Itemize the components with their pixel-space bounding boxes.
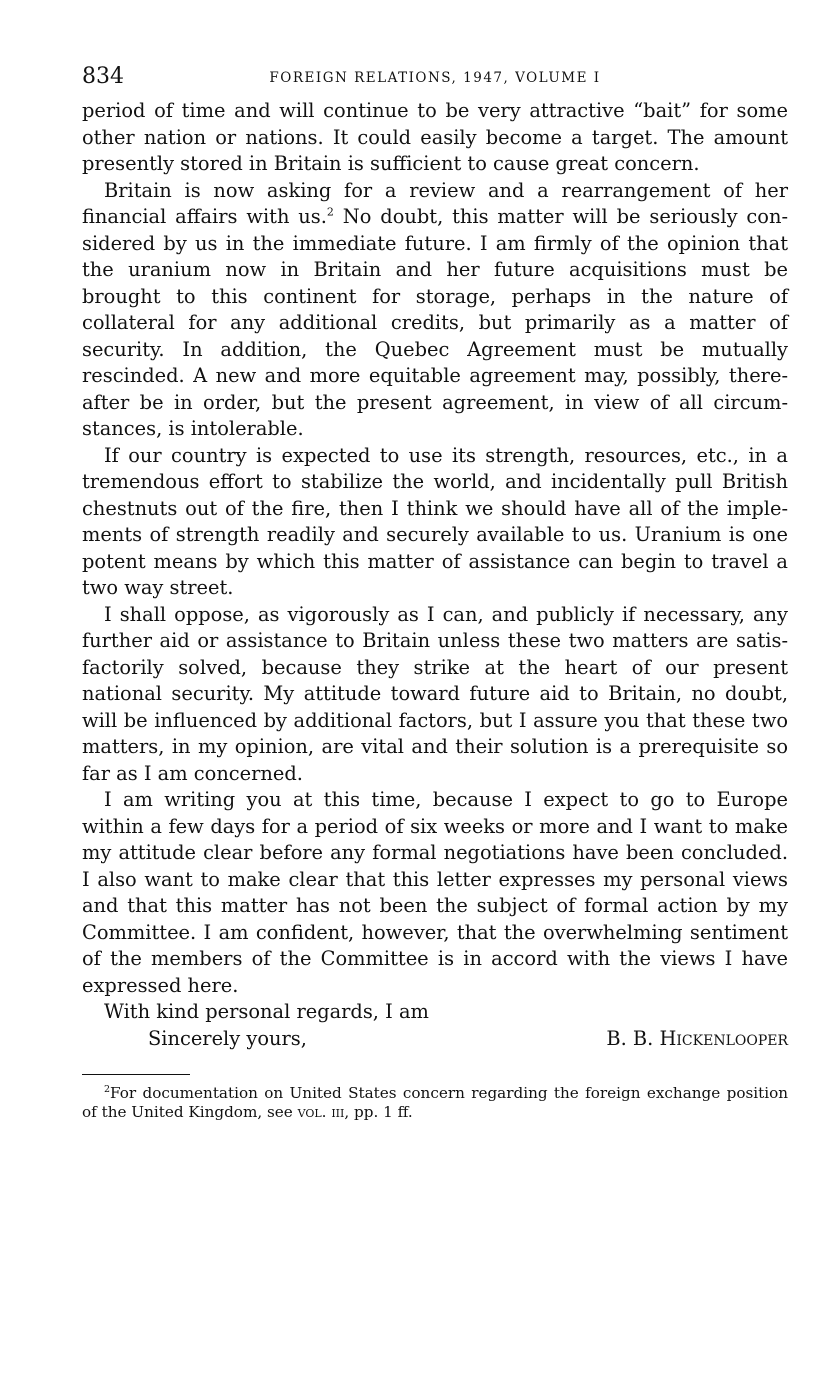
page-number: 834 — [82, 64, 124, 89]
page-header — [82, 62, 788, 98]
footnote-divider — [82, 1074, 190, 1075]
running-head: FOREIGN RELATIONS, 1947, VOLUME I — [269, 70, 601, 86]
footnote-text-end: , pp. 1 ff. — [344, 1103, 413, 1121]
footnote-reference-marker: 2 — [326, 205, 334, 219]
valediction: Sincerely yours, — [148, 1026, 307, 1050]
paragraph-1: period of time and will continue to be very attractive “bait” for some other nation or nations. It could easily become a target. The amount presently stored in Britain is sufficient to cause great concern. — [82, 99, 788, 175]
footnote-volume-reference: vol. iii — [297, 1103, 345, 1121]
paragraph-4: I shall oppose, as vigorously as I can, and publicly if necessary, any further aid or assistance to Britain unless these two matters are satisfactorily solved, because they strike at the heart of our present national security. My attitude toward future aid to Britain, no doubt, will be influenced by additional factors, but I assure you that these two matters, in my opinion, are vital and their solution is a prerequisite so far as I am concerned. — [82, 602, 788, 785]
paragraph-2-part-1: Britain is now asking for a review and a rearrangement of her financial affairs with us. — [82, 178, 788, 228]
signature-name: B. B. Hickenlooper — [606, 1026, 788, 1050]
paragraph-2-part-2: No doubt, this matter will be seriously considered by us in the immediate future. I am firmly of the opinion that the uranium now in Britain and her future acquisitions must be brought to this continent for storage, perhaps in the nature of collateral for any additional credits, but primarily as a matter of security. In addition, the Quebec Agreement must be mutually rescinded. A new and more equitable agreement may, possibly, thereafter be in order, but the present agreement, in view of all circumstances, is intolerable. — [82, 205, 788, 440]
closing-regards: With kind personal regards, I am — [104, 1000, 429, 1023]
paragraph-5: I am writing you at this time, because I expect to go to Europe within a few days for a period of six weeks or more and I want to make my attitude clear before any formal negotiations have been concluded. I also want to make clear that this letter expresses my personal views and that this matter has not been the subject of formal action by my Committee. I am confident, however, that the overwhelming sentiment of the members of the Committee is in accord with the views I have expressed here. — [82, 788, 788, 997]
footnote-marker: 2 — [104, 1083, 111, 1095]
letter-body — [82, 98, 788, 1052]
paragraph-2 — [82, 178, 788, 443]
footnote-text-start: For documentation on United States concern regarding the foreign exchange position of the United Kingdom, see — [82, 1084, 788, 1121]
footnote — [82, 1084, 788, 1122]
signature-block — [82, 1026, 788, 1053]
paragraph-3: If our country is expected to use its strength, resources, etc., in a tremendous effort to stabilize the world, and incidentally pull British chestnuts out of the fire, then I think we should have all of the implements of strength readily and securely available to us. Uranium is one potent means by which this matter of assistance can begin to travel a two way street. — [82, 443, 788, 599]
document-page — [82, 62, 788, 1122]
